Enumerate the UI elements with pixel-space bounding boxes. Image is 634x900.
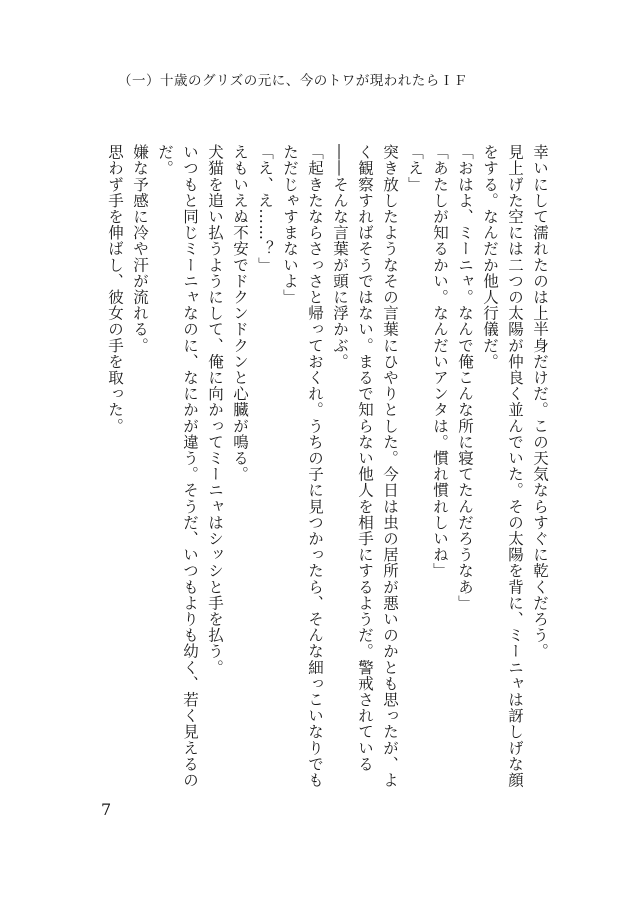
paragraph: 「あたしが知るかい。なんだいアンタは。慣れ慣れしいね」 [431,144,449,579]
paragraph: えもいえぬ不安でドクンドクンと心臓が鳴る。 [231,144,249,483]
paragraph: いつもと同じミーニャなのに、なにかが違う。そうだ、いつもよりも幼く、若く見えるのだ。 [156,144,199,788]
page-number: 7 [101,800,112,819]
paragraph: 見上げた空には二つの太陽が仲良く並んでいた。その太陽を背に、ミーニャは訝しげな顔をする。なんだか他人行儀だ。 [481,144,524,788]
paragraph: 「え」 [406,144,424,193]
paragraph: 幸いにして濡れたのは上半身だけだ。この天気ならすぐに乾くだろう。 [531,144,549,660]
paragraph: 「え、え……？」 [256,144,274,273]
paragraph: 犬猫を追い払うようにして、俺に向かってミーニャはシッシと手を払う。 [206,144,224,676]
paragraph: 嫌な予感に冷や汗が流れる。 [131,144,149,354]
paragraph: 突き放したようなその言葉にひやりとした。今日は虫の居所が悪いのかとも思ったが、よく観察すればそうではない。まるで知らない他人を相手にするようだ。警戒されている――そんな言葉が頭に浮かぶ。 [331,144,399,788]
paragraph: 思わず手を伸ばし、彼女の手を取った。 [106,144,124,434]
body-text [92,144,552,794]
paragraph: 「おはよ、ミーニャ。なんで俺こんな所に寝てたんだろうなあ」 [456,144,474,611]
chapter-title: （一）十歳のグリズの元に、今のトワが現われたらＩＦ [118,73,468,89]
paragraph: 「起きたならさっさと帰っておくれ。うちの子に見つかったら、そんな細っこいなりでもただじゃすまないよ」 [281,144,324,788]
